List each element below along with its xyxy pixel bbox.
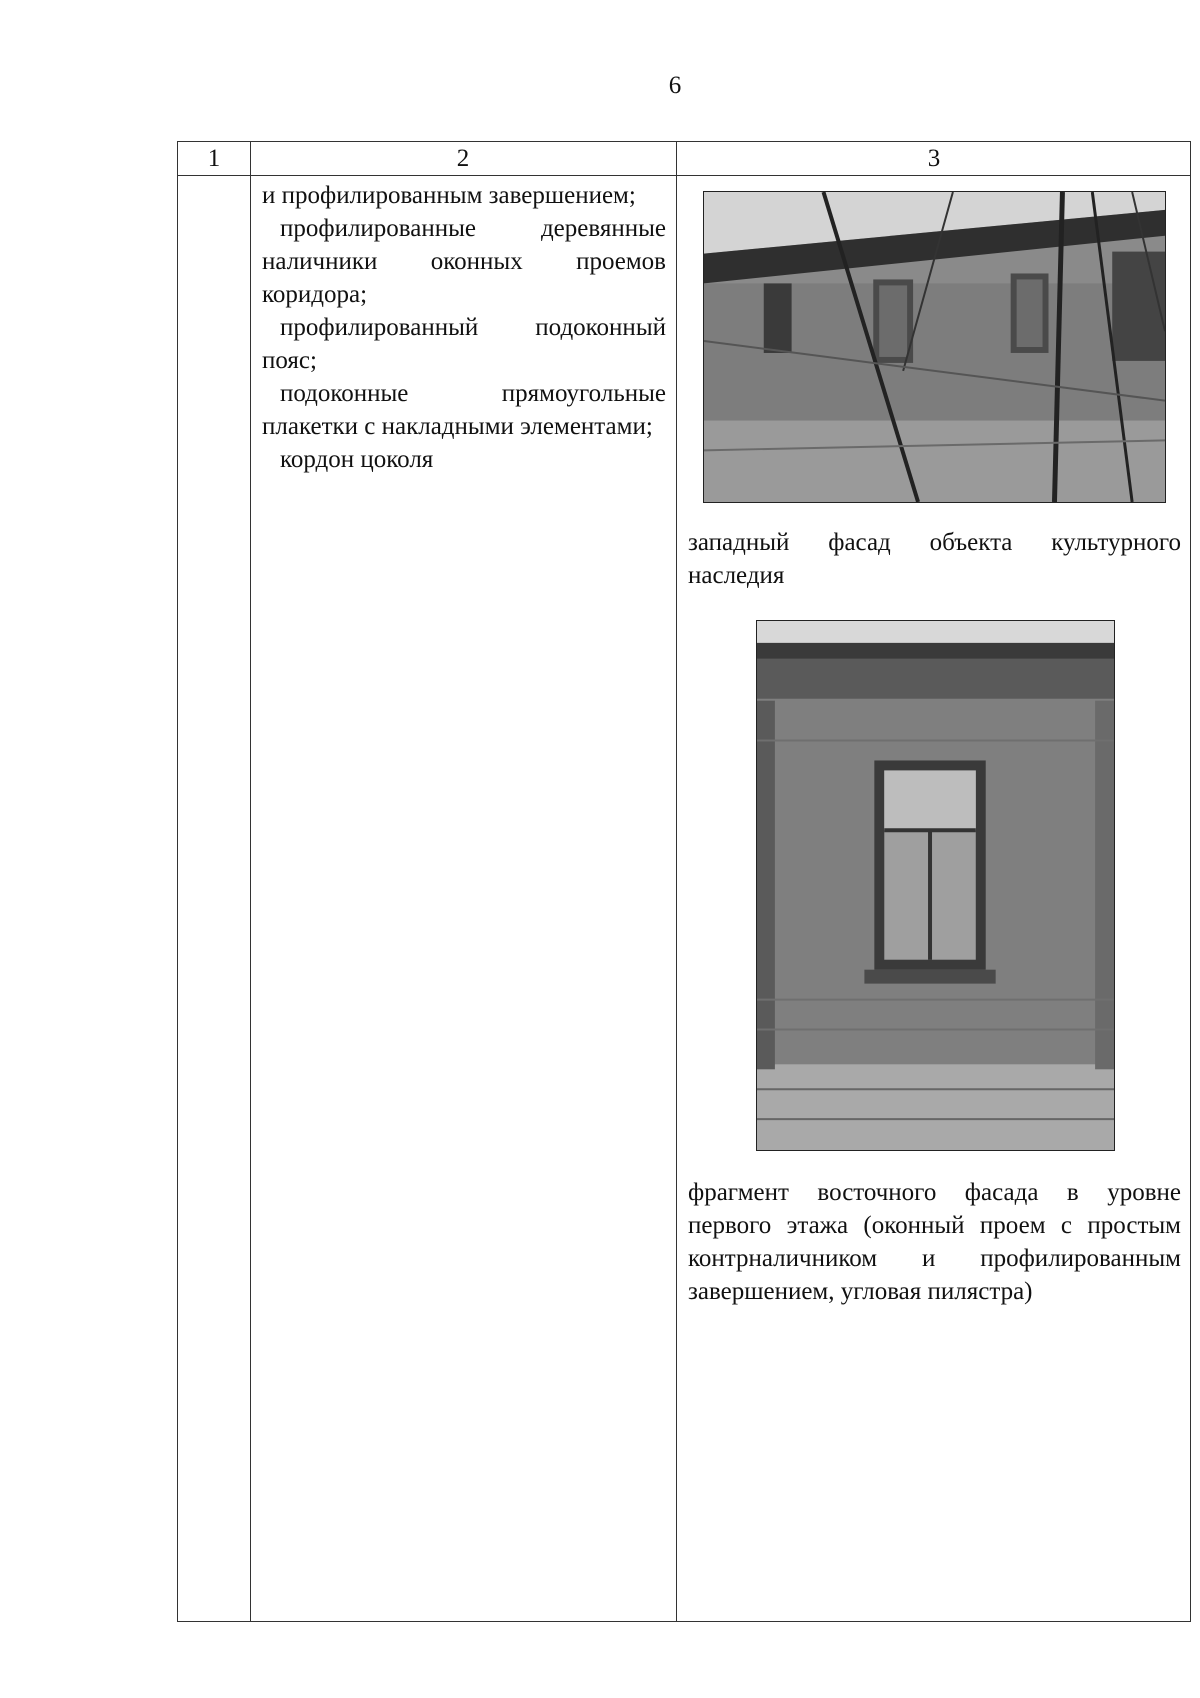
list-item: профилированные деревянные наличники оконных проемов коридора; xyxy=(262,215,666,308)
column-header-3: 3 xyxy=(927,145,941,172)
list-item: и профилированным завершением; xyxy=(262,182,636,209)
column-header-1: 1 xyxy=(207,145,221,172)
list-item: подоконные прямоугольные плакетки с накладными элементами; xyxy=(262,380,666,440)
column-divider xyxy=(250,142,251,1621)
east-facade-fragment-photo xyxy=(756,620,1115,1151)
west-facade-caption: западный фасад объекта культурного наследия xyxy=(688,529,1181,589)
header-divider xyxy=(178,175,1190,176)
west-facade-photo xyxy=(703,191,1166,503)
column-divider xyxy=(676,142,677,1621)
page-number: 6 xyxy=(668,72,682,99)
east-facade-fragment-caption: фрагмент восточного фасада в уровне первого этажа (оконный проем с простым контрналичником и профилированным завершением, угловая пилястра) xyxy=(688,1179,1181,1305)
elements-list xyxy=(262,179,666,476)
heritage-elements-table xyxy=(177,141,1191,1622)
list-item: кордон цоколя xyxy=(280,446,434,473)
column-header-2: 2 xyxy=(456,145,470,172)
list-item: профилированный подоконный пояс; xyxy=(262,314,666,374)
